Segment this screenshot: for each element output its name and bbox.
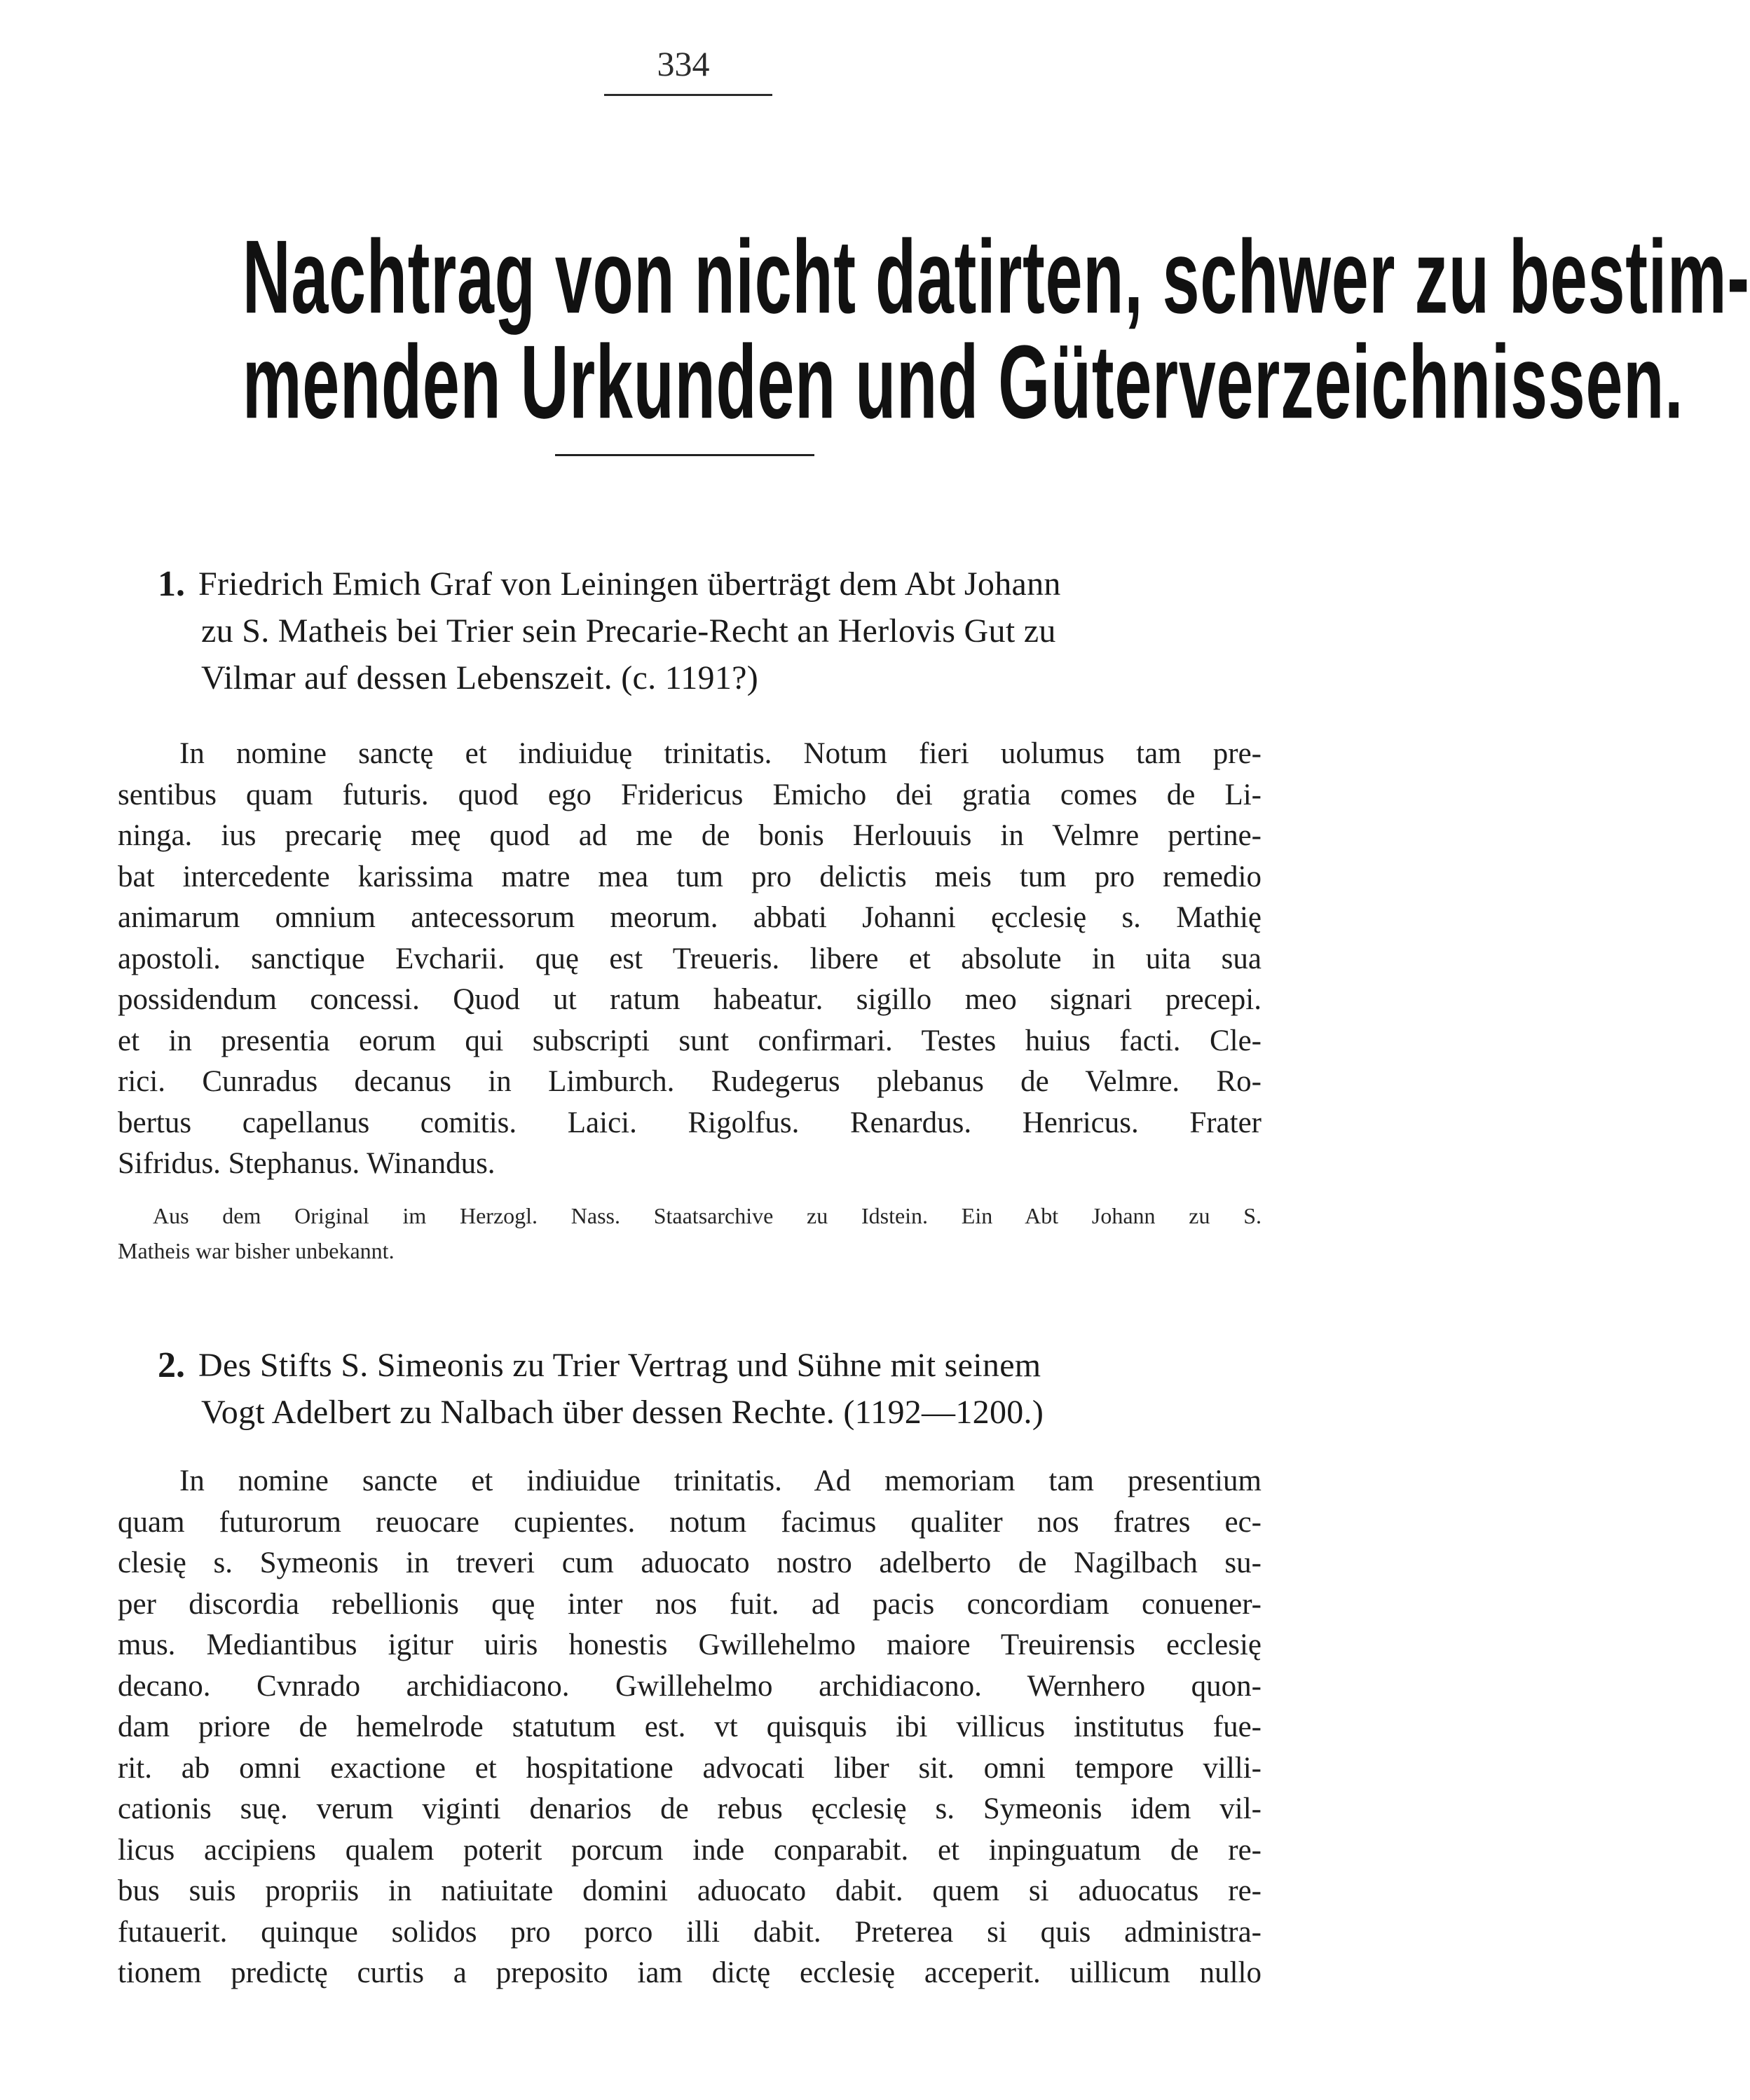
- text-line: rit. ab omni exactione et hospitatione advocati liber sit. omni tempore villi-: [118, 1751, 1262, 1785]
- text-line: bat intercedente karissima matre mea tum pro delictis meis tum pro remedio: [118, 860, 1262, 893]
- note-line: Matheis war bisher unbekannt.: [118, 1238, 395, 1263]
- text-line: mus. Mediantibus igitur uiris honestis Gwillehelmo maiore Treuirensis ecclesię: [118, 1628, 1262, 1661]
- section-title-line-1: Nachtrag von nicht datirten, schwer zu bestim-: [242, 219, 1750, 335]
- doc1-heading-line: Vilmar auf dessen Lebenszeit. (c. 1191?): [201, 659, 759, 696]
- page-number-rule: [604, 94, 772, 96]
- title-divider: [555, 454, 814, 456]
- doc1-heading: [158, 561, 1279, 701]
- text-line: cationis suę. verum viginti denarios de rebus ęcclesię s. Symeonis idem vil-: [118, 1792, 1262, 1825]
- text-line: animarum omnium antecessorum meorum. abbati Johanni ęcclesię s. Mathię: [118, 901, 1262, 934]
- text-line: licus accipiens qualem poterit porcum inde conparabit. et inpinguatum de re-: [118, 1833, 1262, 1867]
- doc2-heading-line: Des Stifts S. Simeonis zu Trier Vertrag und Sühne mit seinem: [198, 1347, 1041, 1384]
- doc1-heading-line: Friedrich Emich Graf von Leiningen überträgt dem Abt Johann: [198, 565, 1061, 603]
- text-line: apostoli. sanctique Evcharii. quę est Treueris. libere et absolute in uita sua: [118, 942, 1262, 975]
- text-line: decano. Cvnrado archidiacono. Gwillehelmo archidiacono. Wernhero quon-: [118, 1669, 1262, 1703]
- text-line: et in presentia eorum qui subscripti sunt confirmari. Testes huius facti. Cle-: [118, 1024, 1262, 1057]
- text-line: per discordia rebellionis quę inter nos fuit. ad pacis concordiam conuener-: [118, 1587, 1262, 1621]
- doc1-number: 1.: [158, 564, 185, 604]
- text-line: tionem predictę curtis a preposito iam dictę ecclesię acceperit. uillicum nullo: [118, 1956, 1262, 1989]
- text-line: dam priore de hemelrode statutum est. vt quisquis ibi villicus institutus fue-: [118, 1710, 1262, 1743]
- text-line: clesię s. Symeonis in treveri cum aduocato nostro adelberto de Nagilbach su-: [118, 1546, 1262, 1579]
- doc2-text: [118, 1461, 1262, 1994]
- doc1-text: [118, 734, 1262, 1185]
- text-line: Sifridus. Stephanus. Winandus.: [118, 1147, 495, 1180]
- text-line: In nomine sanctę et indiuiduę trinitatis. Notum fieri uolumus tam pre-: [179, 737, 1262, 770]
- doc2-heading: [158, 1342, 1279, 1436]
- text-line: ninga. ius precarię meę quod ad me de bonis Herlouuis in Velmre pertine-: [118, 819, 1262, 852]
- page-number: 334: [657, 44, 710, 83]
- text-line: possidendum concessi. Quod ut ratum habeatur. sigillo meo signari precepi.: [118, 983, 1262, 1016]
- text-line: rici. Cunradus decanus in Limburch. Rudegerus plebanus de Velmre. Ro-: [118, 1065, 1262, 1098]
- doc2-heading-line: Vogt Adelbert zu Nalbach über dessen Rechte. (1192—1200.): [201, 1394, 1044, 1431]
- text-line: quam futurorum reuocare cupientes. notum facimus qualiter nos fratres ec-: [118, 1505, 1262, 1539]
- doc1-heading-line: zu S. Matheis bei Trier sein Precarie-Recht an Herlovis Gut zu: [201, 612, 1056, 650]
- text-line: sentibus quam futuris. quod ego Fridericus Emicho dei gratia comes de Li-: [118, 778, 1262, 811]
- text-line: futauerit. quinque solidos pro porco illi dabit. Preterea si quis administra-: [118, 1915, 1262, 1949]
- note-line: Aus dem Original im Herzogl. Nass. Staatsarchive zu Idstein. Ein Abt Johann zu S.: [153, 1203, 1262, 1228]
- section-title-line-2: menden Urkunden und Güterverzeichnissen.: [242, 324, 1684, 440]
- doc2-number: 2.: [158, 1345, 185, 1385]
- doc1-source-note: [118, 1198, 1262, 1268]
- text-line: bus suis propriis in natiuitate domini aduocato dabit. quem si aduocatus re-: [118, 1874, 1262, 1907]
- text-line: bertus capellanus comitis. Laici. Rigolfus. Renardus. Henricus. Frater: [118, 1106, 1262, 1139]
- text-line: In nomine sancte et indiuidue trinitatis. Ad memoriam tam presentium: [179, 1464, 1262, 1497]
